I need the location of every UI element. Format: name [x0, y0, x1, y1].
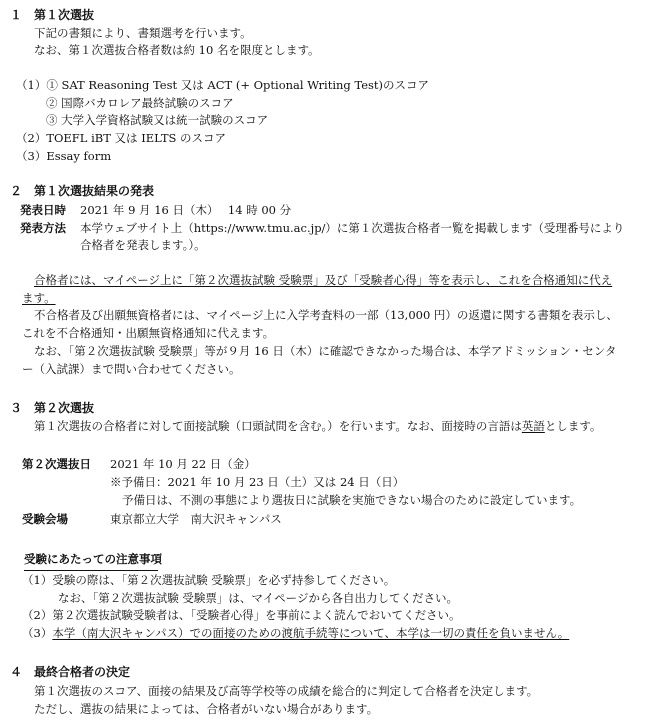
language-english: 英語 — [521, 419, 545, 433]
reserve-date-note: 予備日は、不測の事態により選抜日に試験を実施できない場合のために設定しています。 — [122, 493, 582, 507]
announce-method-line-2: 合格者を発表します。）。 — [80, 238, 206, 252]
contact-note-line-2: ー（入試課）まで問い合わせてください。 — [22, 362, 241, 376]
intro-text-c: とします。 — [544, 419, 602, 433]
section-3-title: ３ 第２次選抜 — [10, 401, 95, 415]
fail-notice-line-2: これを不合格通知・出願無資格通知に代えます。 — [22, 326, 275, 340]
note-3-prefix: （3） — [22, 626, 53, 640]
section-3-intro — [34, 418, 601, 436]
section-4-paragraph-2: ただし、選抜の結果によっては、合格者がいない場合があります。 — [34, 702, 379, 716]
reserve-date: ※予備日：2021 年 10 月 23 日（土）又は 24 日（日） — [110, 475, 405, 489]
announce-method-label: 発表方法 — [20, 221, 66, 235]
section-1-item-1b: ② 国際バカロレア最終試験のスコア — [46, 96, 234, 110]
exam-date-value: 2021 年 10 月 22 日（金） — [110, 457, 256, 471]
announce-date-value: 2021 年 9 月 16 日（木） 14 時 00 分 — [80, 203, 292, 217]
exam-date-label: 第２次選抜日 — [22, 457, 91, 471]
section-1-item-1c: ③ 大学入学資格試験又は統一試験のスコア — [46, 113, 269, 127]
section-1-item-3: （3）Essay form — [16, 149, 112, 163]
contact-note-line-1: なお、「第２次選抜試験 受験票」等が９月 16 日（木）に確認できなかった場合は、本学アドミッション・センタ — [34, 344, 617, 358]
section-1-paragraph-1: 下記の書類により、書類選考を行います。 — [34, 26, 252, 40]
notes-title: 受験にあたっての注意事項 — [24, 552, 162, 566]
venue-label: 受験会場 — [22, 512, 68, 526]
section-1-item-1a: （1）① SAT Reasoning Test 又は ACT (+ Optional Writing Test)のスコア — [16, 78, 430, 92]
announce-date-label: 発表日時 — [20, 203, 66, 217]
note-3 — [22, 625, 569, 643]
note-1-sub: なお、「第２次選抜試験 受験票」は、マイページから各自出力してください。 — [58, 591, 458, 605]
intro-text-a: 第１次選抜の合格者に対して面接試験（口頭試問を含む。）を行います。なお、面接時の言語は — [34, 419, 522, 433]
note-1: （1）受験の際は、「第２次選抜試験 受験票」を必ず持参してください。 — [22, 573, 396, 587]
note-2: （2）第２次選抜試験受験者は、「受験者心得」を事前によく読んでおいてください。 — [22, 608, 461, 622]
section-1-paragraph-2: なお、第１次選抜合格者数は約 10 名を限度とします。 — [34, 43, 320, 57]
section-2-title: ２ 第１次選抜結果の発表 — [10, 184, 155, 198]
pass-notice-line-1: 合格者には、マイページ上に「第２次選抜試験 受験票」及び「受験者心得」等を表示し、これを合格通知に代え — [34, 273, 613, 287]
section-4-title: ４ 最終合格者の決定 — [10, 665, 131, 679]
note-3-text: 本学（南大沢キャンパス）での面接のための渡航手続等について、本学は一切の責任を負いません。 — [52, 626, 570, 640]
pass-notice-line-2: ます。 — [22, 291, 56, 305]
announce-method-line-1: 本学ウェブサイト上（https://www.tmu.ac.jp/）に第１次選抜合格者一覧を掲載します（受理番号により — [80, 221, 625, 235]
section-4-paragraph-1: 第１次選抜のスコア、面接の結果及び高等学校等の成績を総合的に判定して合格者を決定します。 — [34, 684, 539, 698]
venue-value: 東京都立大学 南大沢キャンパス — [110, 512, 282, 526]
section-1-item-2: （2）TOEFL iBT 又は IELTS のスコア — [16, 131, 227, 145]
section-1-title: １ 第１次選抜 — [10, 8, 95, 22]
notes-title-underline — [24, 570, 158, 571]
fail-notice-line-1: 不合格者及び出願無資格者には、マイページ上に入学考査料の一部（13,000 円）の返還に関する書類を表示し、 — [34, 308, 618, 322]
